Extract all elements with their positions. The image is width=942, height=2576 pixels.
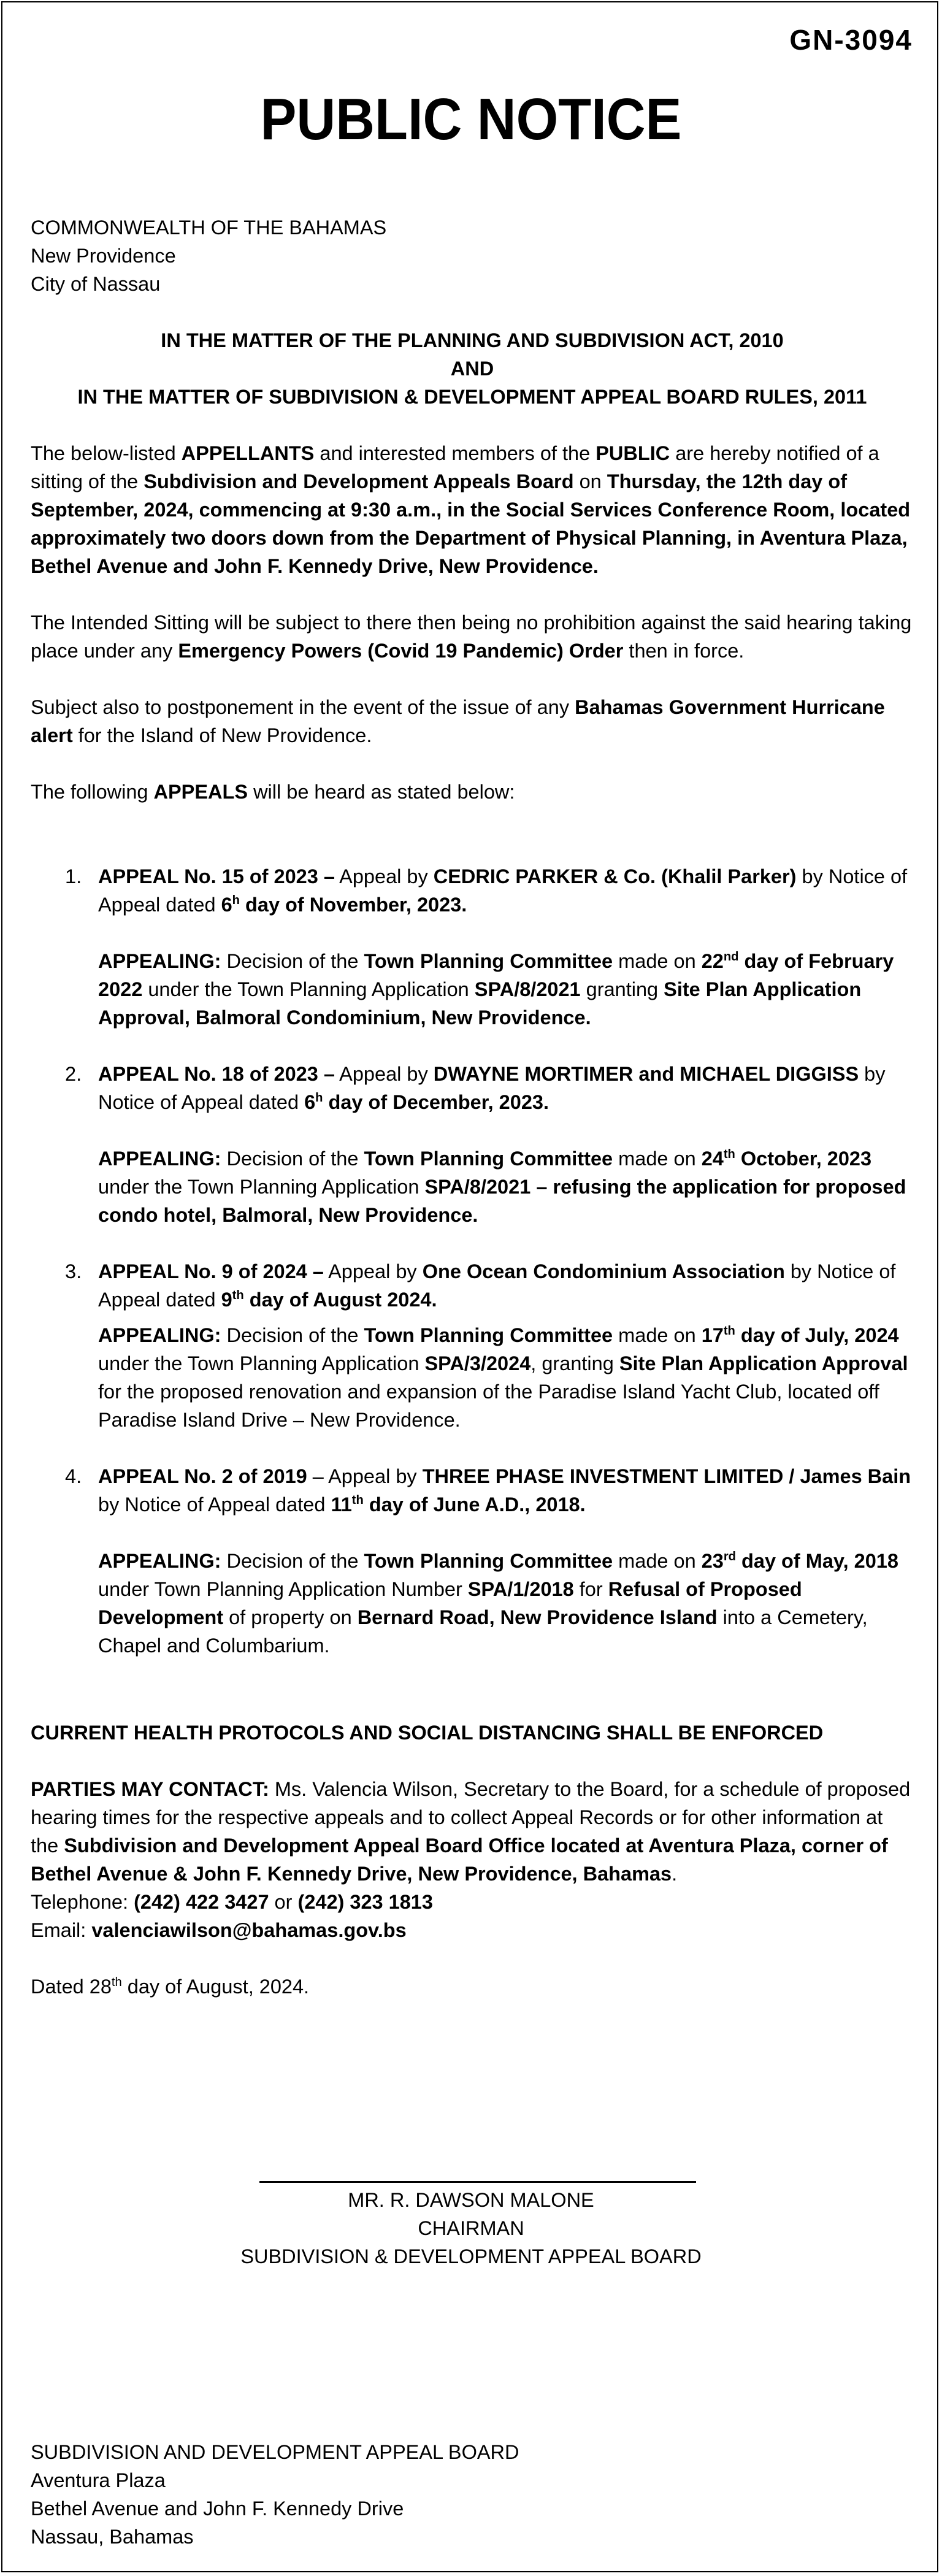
signatory-board: SUBDIVISION & DEVELOPMENT APPEAL BOARD bbox=[240, 2245, 702, 2267]
appeals-list bbox=[31, 862, 914, 1660]
appeals-intro: The following APPEALS will be heard as stated below: bbox=[31, 781, 515, 803]
appeal-number: 3. bbox=[65, 1260, 82, 1282]
appeal-subject: APPEALING: Decision of the Town Planning Committee made on 17th day of July, 2024 under the Town Planning Application SPA/3/2024, granting Site Plan Application Approval for the proposed renovation and expansion of the Paradise Island Yacht Club, located off Paradise Island Drive – New Providence. bbox=[98, 1324, 908, 1431]
address-block bbox=[31, 213, 914, 298]
dated-line: Dated 28th day of August, 2024. bbox=[31, 1976, 310, 1998]
notice-id: GN-3094 bbox=[789, 24, 913, 56]
sitting-paragraph: The Intended Sitting will be subject to there then being no prohibition against the said hearing taking place under any Emergency Powers (Covid 19 Pandemic) Order then in force. bbox=[31, 611, 912, 662]
address-line: COMMONWEALTH OF THE BAHAMAS bbox=[31, 217, 387, 239]
appeal-number: 1. bbox=[65, 865, 82, 887]
email-line: Email: valenciawilson@bahamas.gov.bs bbox=[31, 1919, 407, 1941]
appeal-item bbox=[31, 862, 914, 1032]
appeal-item bbox=[31, 1257, 914, 1434]
contact-paragraph: PARTIES MAY CONTACT: Ms. Valencia Wilson, Secretary to the Board, for a schedule of proposed hearing times for the respective appeals and to collect Appeal Records or for other information at the Subdivision and Development Appeal Board Office located at Aventura Plaza, corner of Bethel Avenue & John F. Kennedy Drive, New Providence, Bahamas. bbox=[31, 1778, 911, 1885]
footer-line: Nassau, Bahamas bbox=[31, 2526, 194, 2548]
appeal-subject: APPEALING: Decision of the Town Planning Committee made on 23rd day of May, 2018 under Town Planning Application Number SPA/1/2018 for Refusal of Proposed Development of property on Bernard Road, New Providence Island into a Cemetery, Chapel and Columbarium. bbox=[98, 1550, 898, 1657]
appeal-item bbox=[31, 1060, 914, 1229]
health-protocols-notice: CURRENT HEALTH PROTOCOLS AND SOCIAL DISTANCING SHALL BE ENFORCED bbox=[31, 1722, 824, 1744]
hurricane-paragraph: Subject also to postponement in the event of the issue of any Bahamas Government Hurricane alert for the Island of New Providence. bbox=[31, 696, 885, 746]
signature-block bbox=[0, 2186, 942, 2271]
footer-line: SUBDIVISION AND DEVELOPMENT APPEAL BOARD bbox=[31, 2441, 519, 2463]
footer-address bbox=[31, 2438, 519, 2551]
appeal-number: 2. bbox=[65, 1063, 82, 1085]
page-title: PUBLIC NOTICE bbox=[260, 86, 682, 152]
matter-line: IN THE MATTER OF SUBDIVISION & DEVELOPMENT APPEAL BOARD RULES, 2011 bbox=[77, 386, 867, 408]
appeal-number: 4. bbox=[65, 1465, 82, 1487]
address-line: New Providence bbox=[31, 245, 176, 267]
appeal-heading: APPEAL No. 18 of 2023 – Appeal by DWAYNE MORTIMER and MICHAEL DIGGISS by Notice of Appeal dated 6$^h$ day of December, 2023. bbox=[98, 1063, 886, 1113]
footer-line: Aventura Plaza bbox=[31, 2469, 166, 2491]
intro-paragraph: The below-listed APPELLANTS and interested members of the PUBLIC are hereby notified of a sitting of the Subdivision and Development Appeals Board on Thursday, the 12th day of September, 2024, commencing at 9:30 a.m., in the Social Services Conference Room, located approximately two doors down from the Department of Physical Planning, in Aventura Plaza, Bethel Avenue and John F. Kennedy Drive, New Providence. bbox=[31, 442, 911, 577]
appeal-item bbox=[31, 1462, 914, 1660]
matter-heading bbox=[31, 326, 914, 411]
signatory-title: CHAIRMAN bbox=[418, 2217, 524, 2239]
appeal-subject: APPEALING: Decision of the Town Planning Committee made on 22nd day of February 2022 under the Town Planning Application SPA/8/2021 granting Site Plan Application Approval, Balmoral Condominium, New Providence. bbox=[98, 950, 894, 1029]
matter-line: IN THE MATTER OF THE PLANNING AND SUBDIVISION ACT, 2010 bbox=[161, 329, 784, 351]
appeal-heading: APPEAL No. 15 of 2023 – Appeal by CEDRIC PARKER & Co. (Khalil Parker) by Notice of Appeal dated 6$^h$ day of November, 2023. bbox=[98, 865, 908, 916]
notice-body bbox=[31, 213, 914, 2021]
appeal-heading: APPEAL No. 9 of 2024 – Appeal by One Ocean Condominium Association by Notice of Appeal dated 9th day of August 2024. bbox=[98, 1260, 896, 1311]
signature-line bbox=[259, 2181, 696, 2183]
appeal-heading: APPEAL No. 2 of 2019 – Appeal by THREE PHASE INVESTMENT LIMITED / James Bain by Notice of Appeal dated 11th day of June A.D., 2018. bbox=[98, 1465, 911, 1516]
telephone-line: Telephone: (242) 422 3427 or (242) 323 1813 bbox=[31, 1891, 433, 1913]
appeal-subject: APPEALING: Decision of the Town Planning Committee made on 24th October, 2023 under the Town Planning Application SPA/8/2021 – refusing the application for proposed condo hotel, Balmoral, New Providence. bbox=[98, 1148, 906, 1226]
address-line: City of Nassau bbox=[31, 273, 161, 295]
signatory-name: MR. R. DAWSON MALONE bbox=[348, 2189, 594, 2211]
footer-line: Bethel Avenue and John F. Kennedy Drive bbox=[31, 2497, 404, 2520]
contact-block bbox=[31, 1775, 914, 1944]
matter-line: AND bbox=[450, 358, 494, 380]
email-address: valenciawilson@bahamas.gov.bs bbox=[91, 1919, 407, 1941]
